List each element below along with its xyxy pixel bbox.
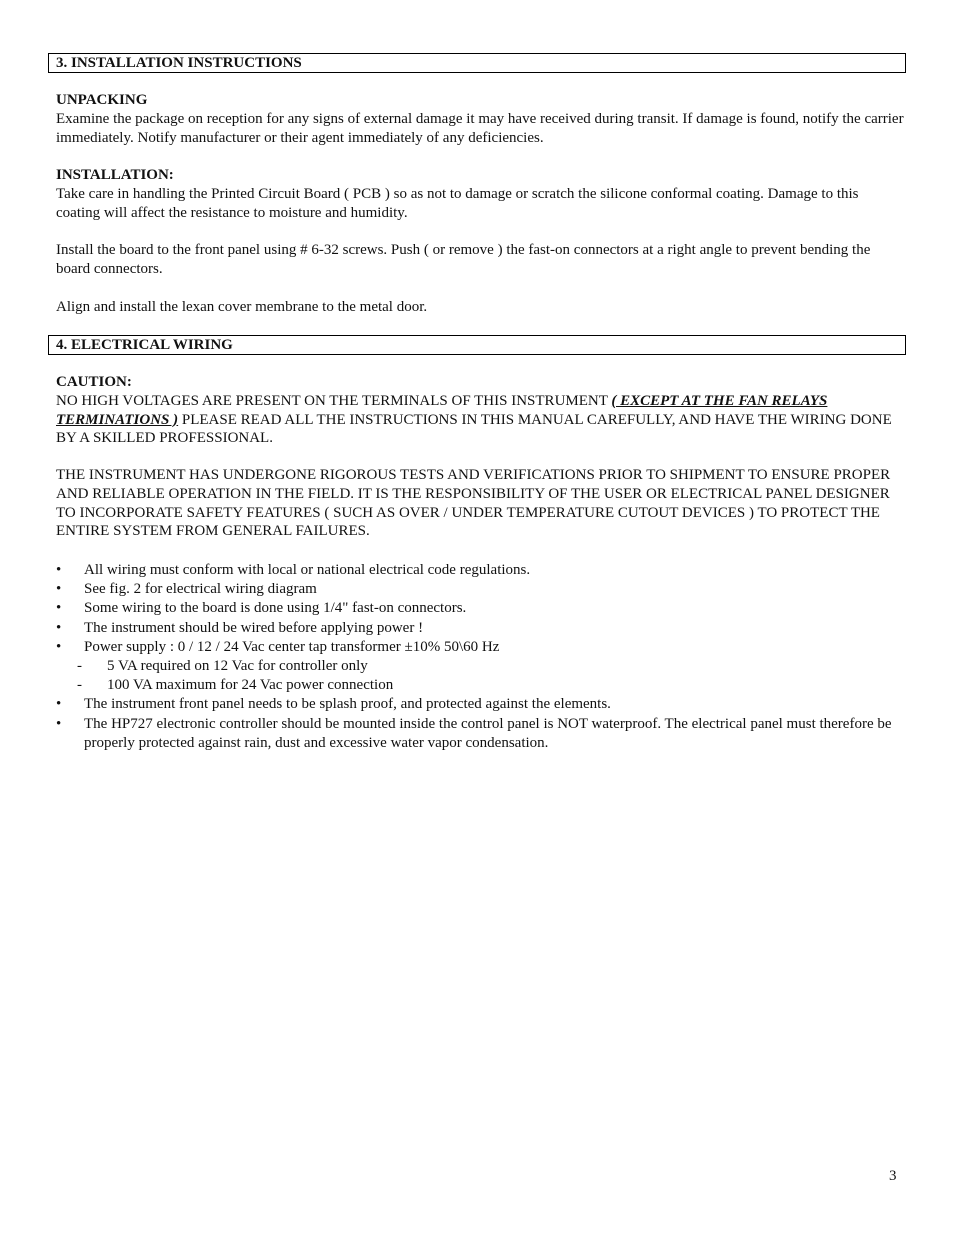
caution-heading: CAUTION: — [56, 374, 132, 390]
caution-text-post: PLEASE READ ALL THE INSTRUCTIONS IN THIS MANUAL CAREFULLY, AND HAVE THE WIRING DONE BY A SKILLED PROFESSIONAL. — [56, 411, 892, 447]
caution-text — [56, 392, 906, 448]
unpacking-text: Examine the package on reception for any signs of external damage it may have received during transit. If damage is found, notify the carrier immediately. Notify manufacturer or their agent immediately of any deficiencies. — [56, 110, 904, 146]
section-3-header — [48, 53, 906, 73]
sub-list-item: - 5 VA required on 12 Vac for controller only — [56, 657, 906, 676]
caution-text-emphasis: ( EXCEPT AT THE FAN RELAYS TERMINATIONS ) — [56, 392, 828, 428]
list-item: • Some wiring to the board is done using 1/4" fast-on connectors. — [56, 599, 906, 618]
list-item: • All wiring must conform with local or national electrical code regulations. — [56, 561, 906, 580]
installation-text-3: Align and install the lexan cover membrane to the metal door. — [56, 299, 428, 315]
caution-block — [56, 373, 906, 448]
installation-block-2 — [56, 241, 906, 279]
list-item: • See fig. 2 for electrical wiring diagram — [56, 580, 906, 599]
installation-text-2: Install the board to the front panel using # 6-32 screws. Push ( or remove ) the fast-on connectors at a right angle to prevent bending the board connectors. — [56, 242, 871, 277]
tests-block — [56, 466, 906, 541]
installation-text-1: Take care in handling the Printed Circuit Board ( PCB ) so as not to damage or scratch the silicone conformal coating. Damage to this coating will affect the resistance to moisture and humidity. — [56, 185, 859, 221]
caution-text-pre: NO HIGH VOLTAGES ARE PRESENT ON THE TERMINALS OF THIS INSTRUMENT — [56, 392, 612, 409]
page-number: 3 — [889, 1168, 897, 1184]
wiring-requirements-list — [56, 561, 906, 753]
tests-text: THE INSTRUMENT HAS UNDERGONE RIGOROUS TESTS AND VERIFICATIONS PRIOR TO SHIPMENT TO ENSURE PROPER AND RELIABLE OPERATION IN THE FIELD. IT IS THE RESPONSIBILITY OF THE USER OR ELECTRICAL PANEL DESIGNER TO INCORPORATE SAFETY FEATURES ( SUCH AS OVER / UNDER TEMPERATURE CUTOUT DEVICES ) TO PROTECT THE ENTIRE SYSTEM FROM GENERAL FAILURES. — [56, 467, 891, 540]
list-item: • Power supply : 0 / 12 / 24 Vac center tap transformer ±10% 50\60 Hz — [56, 638, 906, 657]
section-4-title: 4. ELECTRICAL WIRING — [56, 337, 233, 353]
unpacking-heading: UNPACKING — [56, 92, 148, 108]
list-item: • The HP727 electronic controller should be mounted inside the control panel is NOT waterproof. The electrical panel must therefore be properly protected against rain, dust and excessive water vapor condensation. — [56, 715, 906, 753]
section-4-header — [48, 335, 906, 355]
list-item: • The instrument should be wired before applying power ! — [56, 619, 906, 638]
unpacking-block — [56, 91, 906, 147]
installation-block-3 — [56, 298, 906, 317]
installation-heading: INSTALLATION: — [56, 167, 174, 183]
list-item: • The instrument front panel needs to be splash proof, and protected against the elements. — [56, 695, 906, 714]
section-3-title: 3. INSTALLATION INSTRUCTIONS — [56, 55, 302, 71]
sub-list-item: - 100 VA maximum for 24 Vac power connection — [56, 676, 906, 695]
installation-block — [56, 166, 906, 222]
